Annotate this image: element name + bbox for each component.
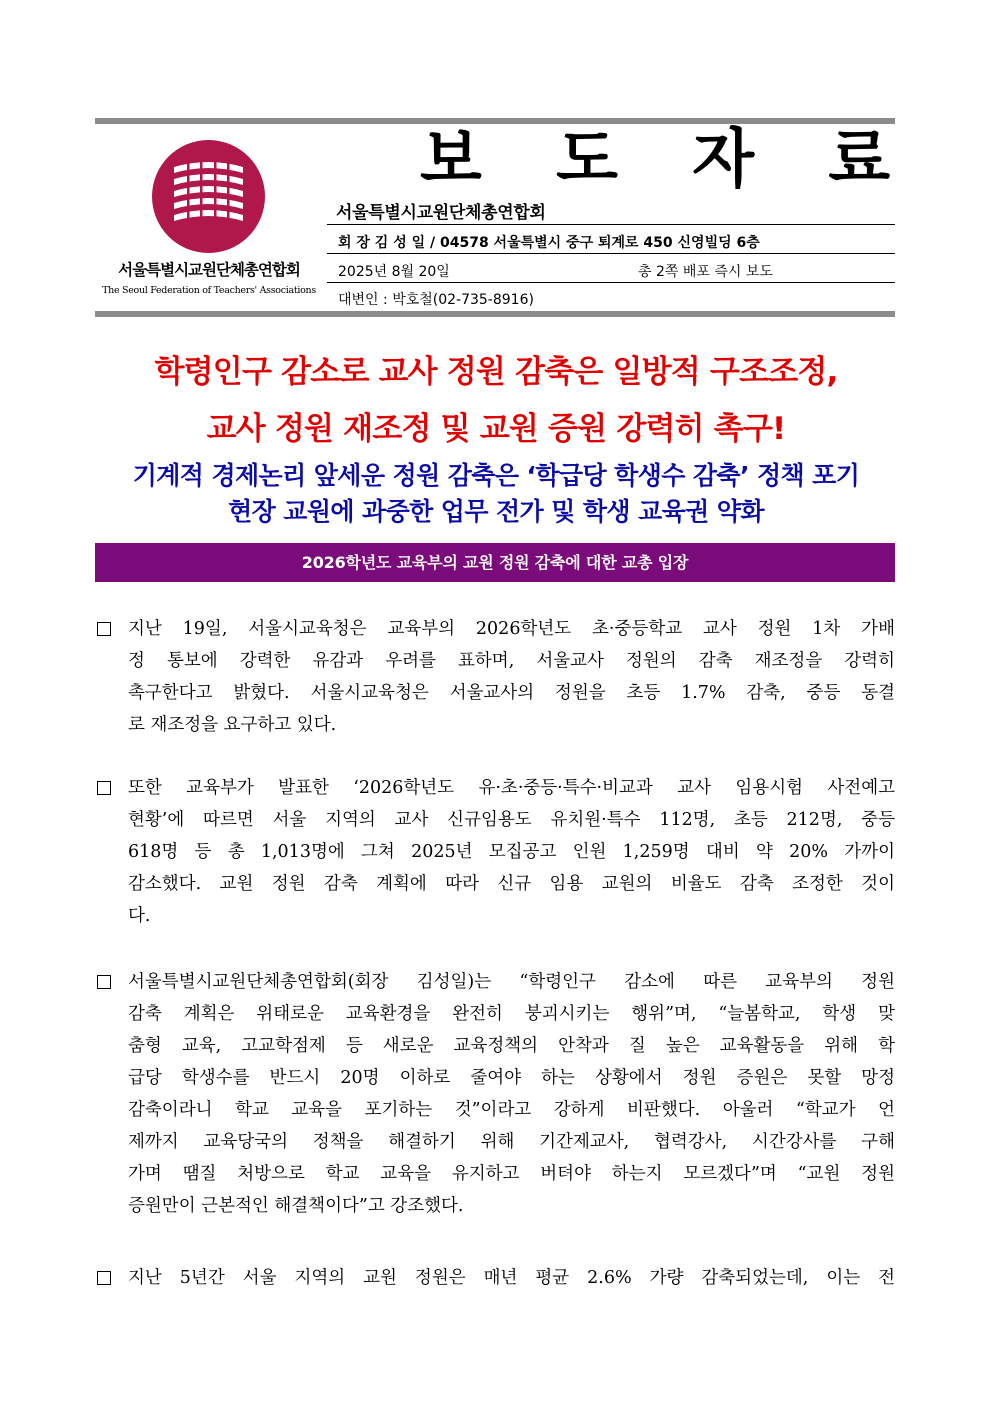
section-banner: 2026학년도 교육부의 교원 정원 감축에 대한 교총 입장 (95, 543, 895, 582)
header-divider (327, 282, 895, 283)
paragraph (95, 772, 895, 932)
president-address-line: 회 장 김 성 일 / 04578 서울특별시 중구 퇴계로 450 신영빌딩 6층 (338, 235, 760, 251)
headline-main-1: 학령인구 감소로 교사 정원 감축은 일방적 구조조정, (154, 354, 838, 390)
paragraph-line: 급당 학생수를 반드시 20명 이하로 줄여야 하는 상황에서 정원 증원은 못할 망정 (128, 1068, 895, 1088)
checkbox-bullet-icon (97, 622, 111, 636)
paragraph (95, 613, 895, 741)
paragraph-line: 다. (128, 906, 151, 926)
paragraph-line: 감축이라니 학교 교육을 포기하는 것”이라고 강하게 비판했다. 아울러 “학교가 언 (128, 1100, 895, 1120)
checkbox-bullet-icon (97, 975, 111, 989)
paragraph (95, 1262, 895, 1294)
paragraph-line: 감축 계획은 위태로운 교육환경을 완전히 붕괴시키는 행위”며, “늘봄학교, 학생 맞 (128, 1004, 895, 1024)
paragraph-line: 서울특별시교원단체총연합회(회장 김성일)는 “학령인구 감소에 따른 교육부의 정원 (128, 972, 895, 992)
paragraph (95, 966, 895, 1222)
paragraph-line: 증원만이 근본적인 해결책이다”고 강조했다. (128, 1196, 464, 1216)
headline-main-2: 교사 정원 재조정 및 교원 증원 강력히 촉구! (206, 411, 786, 447)
spokesperson-contact: 대변인 : 박호철(02-735-8916) (338, 292, 534, 308)
paragraph-line: 현황’에 따르면 서울 지역의 교사 신규임용도 유치원·특수 112명, 초등 212명, 중등 (128, 810, 895, 830)
distribution-note: 총 2쪽 배포 즉시 보도 (638, 264, 773, 280)
headline-sub-2: 현장 교원에 과중한 업무 전가 및 학생 교육권 약화 (228, 497, 764, 526)
header-divider (327, 224, 895, 225)
logo-name-korean: 서울특별시교원단체총연합회 (118, 261, 300, 279)
page-title: 보 도 자 료 (420, 123, 917, 197)
logo-name-english: The Seoul Federation of Teachers' Associations (102, 285, 316, 296)
paragraph-line: 감소했다. 교원 정원 감축 계획에 따라 신규 임용 교원의 비율도 감축 조정한 것이 (128, 874, 895, 894)
paragraph-line: 정 통보에 강력한 유감과 우려를 표하며, 서울교사 정원의 감축 재조정을 강력히 (128, 651, 895, 671)
paragraph-line: 지난 19일, 서울시교육청은 교육부의 2026학년도 초·중등학교 교사 정원 1차 가배 (128, 619, 895, 639)
release-date: 2025년 8월 20일 (338, 264, 450, 280)
paragraph-line: 로 재조정을 요구하고 있다. (128, 715, 337, 735)
paragraph-line: 또한 교육부가 발표한 ‘2026학년도 유·초·중등·특수·비교과 교사 임용시험 사전예고 (128, 778, 895, 798)
checkbox-bullet-icon (97, 781, 111, 795)
paragraph-line: 618명 등 총 1,013명에 그쳐 2025년 모집공고 인원 1,259명 대비 약 20% 가까이 (128, 842, 895, 862)
checkbox-bullet-icon (97, 1271, 111, 1285)
paragraph-line: 가며 땜질 처방으로 학교 교육을 유지하고 버텨야 하는지 모르겠다”며 “교원 정원 (128, 1164, 895, 1184)
paragraph-line: 촉구한다고 밝혔다. 서울시교육청은 서울교사의 정원을 초등 1.7% 감축, 중등 동결 (128, 683, 895, 703)
paragraph-line: 제까지 교육당국의 정책을 해결하기 위해 기간제교사, 협력강사, 시간강사를 구해 (128, 1132, 895, 1152)
federation-logo-icon (152, 140, 265, 253)
header-divider (327, 253, 895, 254)
organization-name: 서울특별시교원단체총연합회 (336, 203, 546, 223)
header-bottom-rule (95, 311, 895, 317)
headline-sub-1: 기계적 경제논리 앞세운 정원 감축은 ‘학급당 학생수 감축’ 정책 포기 (132, 461, 860, 490)
paragraph-line: 춤형 교육, 고교학점제 등 새로운 교육정책의 안착과 질 높은 교육활동을 위해 학 (128, 1036, 895, 1056)
paragraph-line: 지난 5년간 서울 지역의 교원 정원은 매년 평균 2.6% 가량 감축되었는데, 이는 전 (128, 1268, 895, 1288)
